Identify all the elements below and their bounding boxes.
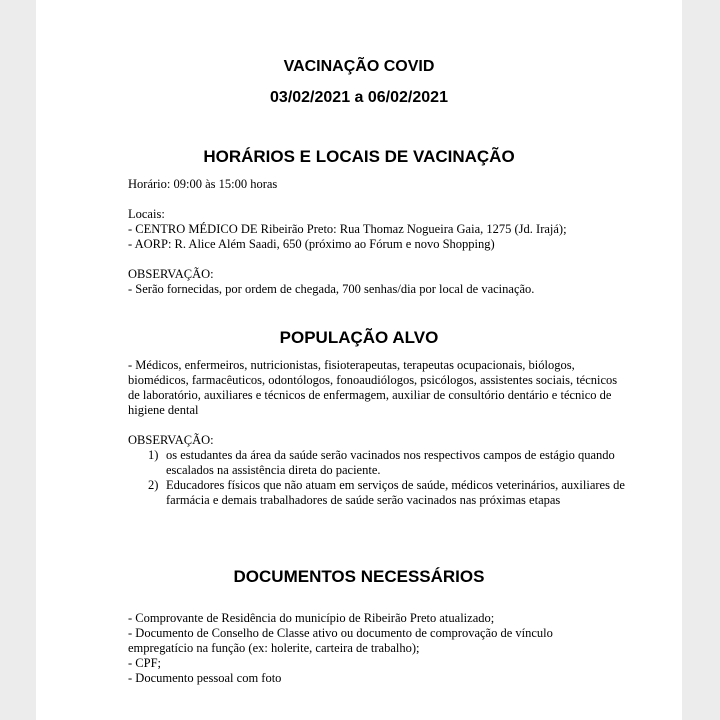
document-title: VACINAÇÃO COVID xyxy=(283,58,435,75)
schedule-heading: HORÁRIOS E LOCAIS DE VACINAÇÃO xyxy=(203,147,515,166)
population-notes-list xyxy=(128,448,628,508)
document-dates: 03/02/2021 a 06/02/2021 xyxy=(270,89,448,106)
list-item xyxy=(128,478,628,508)
list-item: - Documento pessoal com foto xyxy=(128,671,282,685)
schedule-note-label: OBSERVAÇÃO: xyxy=(128,267,214,281)
schedule-note-block xyxy=(128,267,618,297)
locations-label: Locais: xyxy=(128,207,165,221)
list-item-text: os estudantes da área da saúde serão vacinados nos respectivos campos de estágio quando escalados na assistência direta do paciente. xyxy=(166,448,615,477)
population-text: - Médicos, enfermeiros, nutricionistas, fisioterapeutas, terapeutas ocupacionais, biólogos, biomédicos, farmacêuticos, odontólogos, fonoaudiólogos, psicólogos, assistentes sociais, técnicos de laboratório, auxiliares e técnicos de enfermagem, auxiliar de consultório dentário e técnico de higiene dental xyxy=(128,358,618,417)
population-heading: POPULAÇÃO ALVO xyxy=(279,328,439,347)
list-item-number: 1) xyxy=(148,448,159,462)
documents-heading: DOCUMENTOS NECESSÁRIOS xyxy=(233,567,485,586)
population-note-label: OBSERVAÇÃO: xyxy=(128,433,214,447)
list-item xyxy=(128,448,628,478)
schedule-note-text: - Serão fornecidas, por ordem de chegada, 700 senhas/dia por local de vacinação. xyxy=(128,282,535,296)
location-item: - CENTRO MÉDICO DE Ribeirão Preto: Rua Thomaz Nogueira Gaia, 1275 (Jd. Irajá); xyxy=(128,222,567,236)
document-page xyxy=(36,0,682,720)
list-item: - Comprovante de Residência do município de Ribeirão Preto atualizado; xyxy=(128,611,495,625)
locations-block xyxy=(128,207,618,252)
location-item: - AORP: R. Alice Além Saadi, 650 (próximo ao Fórum e novo Shopping) xyxy=(128,237,495,251)
list-item: - Documento de Conselho de Classe ativo ou documento de comprovação de vínculo empregatício na função (ex: holerite, carteira de trabalho); xyxy=(128,626,553,655)
schedule-hours: Horário: 09:00 às 15:00 horas xyxy=(128,177,278,191)
documents-list xyxy=(128,611,608,686)
list-item-text: Educadores físicos que não atuam em serviços de saúde, médicos veterinários, auxiliares de farmácia e demais trabalhadores de saúde serão vacinados nas próximas etapas xyxy=(166,478,625,507)
list-item-number: 2) xyxy=(148,478,159,492)
list-item: - CPF; xyxy=(128,656,162,670)
